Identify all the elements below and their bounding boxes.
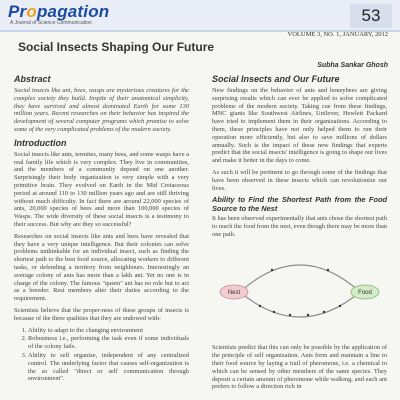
right-paragraph-2: As such it will be pertinent to go through some of the findings that have been observed in these insects which can revolutionize our lives.	[212, 168, 387, 192]
abstract-text: Social insects like ant, bees, wasps are mysterious creatures for the complex society they build. Inspite of their anatomical simplicity, they have survived and almost dominated Earth for some 130 million years. Recent researches on their behavior has inspired the development of several computer programs which promise to solve some of the very complicated problems of the modern society.	[14, 87, 189, 133]
ant-path-figure	[212, 246, 387, 338]
ant-markers	[259, 268, 341, 315]
right-paragraph-1: New findings on the behavior of ants and honeybees are giving surprising results which can ever be applied to solve complicated problems of the modern society. Taking cue from these findings, MNC giants like Southwest Airlines, Unilever, Hewlett Packard have tried to implement them in their organizations. According to them, these principles have not only helped them to run their operation more efficiently, but also to save millions of dollars annually. Such is the impact of these new findings that experts predict that the social insects' intelligence is going to shape our lives and make it better in the days to come.	[212, 87, 387, 165]
article-author: Subha Sankar Ghosh	[317, 62, 388, 69]
ant-marker	[289, 313, 291, 315]
long-path-group	[240, 265, 360, 292]
list-item: 3. Ability to self organize, independent of any centralized control. The underlying factor that causes self-organization is the so called "direct or self communication through environment".	[28, 352, 189, 383]
qualities-list	[14, 327, 189, 384]
intro-paragraph-2: Researches on social insects like ants and bees have revealed that they have a very unique intelligence. But their colonies can solve problems unthinkable for an individual insect, such as finding the shortest path to the best food source, allocating workers to different tasks, or defending a territory from neighbours. Interestingly an average colony of ants has more than a lakh ant. Yet no one is in charge of the colony. The famous "queen" ant has no role but to act as a breeder. Rest members alter their duties according to the requirement.	[14, 232, 189, 303]
abstract-heading: Abstract	[14, 74, 51, 84]
right-paragraph-4: Scientists predict that this can only be possible by the application of the principle of self organization. Ants form and maintain a line to their food source by laying a trail of pheromone, i.e. a chemical to which can be sensed by other members of the same species. They deposit a certain amount of pheromone while walking, and each ant prefers to follow a direction rich in	[212, 344, 387, 391]
right-column	[212, 70, 387, 395]
list-item: 1. Ability to adapt to the changing environment	[28, 327, 189, 335]
ant-marker	[259, 304, 261, 306]
page-number: 53	[350, 4, 392, 28]
introduction-heading: Introduction	[14, 137, 67, 148]
journal-logo: Propagation	[8, 2, 110, 21]
ant-marker	[307, 313, 309, 315]
journal-header	[0, 0, 400, 32]
right-paragraph-3: It has been observed experimentally that ants chose the shortest path to reach the food from the nest, even though there may be more than one path.	[212, 215, 387, 238]
ant-marker	[273, 310, 275, 312]
left-column	[14, 70, 189, 384]
intro-paragraph-1: Social insects like ants, termites, many bees, and some wasps have a real family life which is very complex. They live in communities, and the members of a community depend on one another. Surprisingly their body organization is very simple with a very primitive brain. They evolved on Earth in the Mid Cretaceous period at around 110 to 130 million years ago and are still thriving without much difficulty. In fact there are around 22,000 species of ants, 20,000 species of bees and more than 100,000 species of Wasps. The wide diversity of these social insects is a testimony to their success. But why are they so successful?	[14, 150, 189, 228]
short-path	[240, 292, 360, 317]
food-label: Food	[358, 289, 372, 296]
intro-paragraph-3: Scientists believe that the proper-ness of these groups of insects is because of the three qualities that they are endowed with-	[14, 306, 189, 322]
list-item: 2. Robustness i.e., performing the task even if some individuals of the colony fails.	[28, 335, 189, 351]
subsection-heading: Ability to Find the Shortest Path from the Food Source to the Nest	[212, 195, 387, 213]
article-title: Social Insects Shaping Our Future	[18, 40, 215, 54]
ant-marker	[327, 268, 329, 270]
long-path	[240, 265, 360, 292]
ant-marker	[339, 304, 341, 306]
journal-tagline: A Journal of Science Communication	[10, 20, 92, 26]
nest-label: Nest	[227, 289, 241, 296]
section-heading: Social Insects and Our Future	[212, 74, 340, 84]
volume-info: VOLUME 3, NO. 1, JANUARY, 2012	[287, 31, 388, 38]
ant-marker	[271, 268, 273, 270]
ant-marker	[323, 310, 325, 312]
